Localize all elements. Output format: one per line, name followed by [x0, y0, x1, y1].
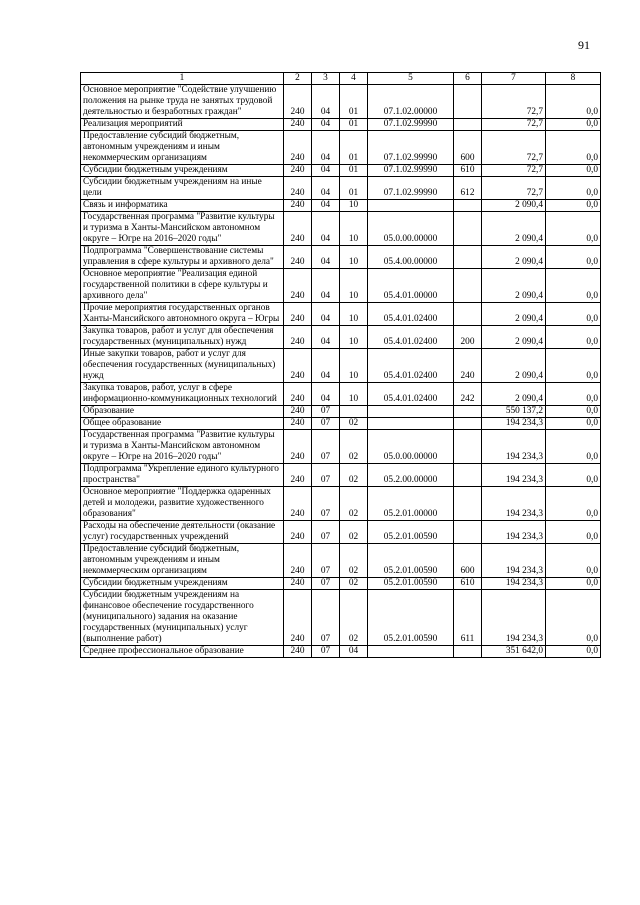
row-code-section: 04	[312, 165, 340, 177]
column-header: 5	[368, 73, 454, 85]
row-amount-2: 0,0	[546, 131, 601, 165]
row-code-target: 05.2.00.00000	[368, 464, 454, 487]
row-code-expense-type	[454, 430, 482, 464]
row-code-section: 04	[312, 269, 340, 303]
row-code-target: 05.2.01.00590	[368, 521, 454, 544]
row-code-subsection: 02	[340, 487, 368, 521]
column-header: 8	[546, 73, 601, 85]
row-code-ministry: 240	[284, 464, 312, 487]
row-code-target: 05.4.01.02400	[368, 349, 454, 383]
column-header: 7	[482, 73, 546, 85]
row-amount: 2 090,4	[482, 246, 546, 269]
row-code-expense-type	[454, 246, 482, 269]
row-amount-2: 0,0	[546, 418, 601, 430]
row-code-subsection	[340, 406, 368, 418]
row-code-target: 05.4.01.00000	[368, 269, 454, 303]
row-code-target: 07.1.02.99990	[368, 131, 454, 165]
row-code-target	[368, 200, 454, 212]
row-code-section: 04	[312, 246, 340, 269]
row-code-target: 05.4.01.02400	[368, 326, 454, 349]
row-amount-2: 0,0	[546, 119, 601, 131]
row-code-section: 04	[312, 383, 340, 406]
row-code-subsection: 10	[340, 200, 368, 212]
table-row	[81, 119, 601, 131]
table-row	[81, 383, 601, 406]
row-code-ministry: 240	[284, 85, 312, 119]
table-row	[81, 165, 601, 177]
row-amount: 72,7	[482, 119, 546, 131]
row-code-section: 04	[312, 119, 340, 131]
row-code-target	[368, 646, 454, 658]
row-code-ministry: 240	[284, 487, 312, 521]
row-code-section: 04	[312, 349, 340, 383]
row-code-ministry: 240	[284, 406, 312, 418]
row-code-target: 05.4.01.02400	[368, 383, 454, 406]
row-code-expense-type	[454, 269, 482, 303]
row-code-section: 07	[312, 578, 340, 590]
row-code-subsection: 10	[340, 212, 368, 246]
row-code-section: 04	[312, 212, 340, 246]
row-code-section: 07	[312, 590, 340, 646]
table-row	[81, 326, 601, 349]
row-code-subsection: 01	[340, 85, 368, 119]
row-amount-2: 0,0	[546, 326, 601, 349]
table-row	[81, 177, 601, 200]
row-code-expense-type: 200	[454, 326, 482, 349]
row-name: Закупка товаров, работ, услуг в сфере информационно-коммуникационных технологий	[81, 383, 284, 406]
row-amount: 72,7	[482, 165, 546, 177]
row-name: Образование	[81, 406, 284, 418]
row-name: Субсидии бюджетным учреждениям на финансовое обеспечение государственного (муниципального) задания на оказание государственных (муниципальных) услуг (выполнение работ)	[81, 590, 284, 646]
column-header: 4	[340, 73, 368, 85]
row-code-subsection: 01	[340, 177, 368, 200]
table-row	[81, 590, 601, 646]
row-code-ministry: 240	[284, 131, 312, 165]
row-code-subsection: 04	[340, 646, 368, 658]
row-amount-2: 0,0	[546, 269, 601, 303]
row-name: Предоставление субсидий бюджетным, автономным учреждениям и иным некоммерческим организациям	[81, 131, 284, 165]
table-row	[81, 578, 601, 590]
row-code-expense-type: 611	[454, 590, 482, 646]
row-code-expense-type: 610	[454, 578, 482, 590]
row-amount: 194 234,3	[482, 544, 546, 578]
row-amount: 2 090,4	[482, 200, 546, 212]
row-name: Субсидии бюджетным учреждениям	[81, 578, 284, 590]
row-amount: 194 234,3	[482, 590, 546, 646]
row-code-expense-type: 612	[454, 177, 482, 200]
table-row	[81, 131, 601, 165]
row-code-expense-type	[454, 521, 482, 544]
row-code-expense-type	[454, 119, 482, 131]
row-code-subsection: 02	[340, 430, 368, 464]
row-code-target: 05.2.01.00590	[368, 544, 454, 578]
row-code-target: 05.0.00.00000	[368, 212, 454, 246]
row-code-subsection: 01	[340, 165, 368, 177]
table-row	[81, 646, 601, 658]
row-code-expense-type	[454, 406, 482, 418]
row-amount-2: 0,0	[546, 165, 601, 177]
row-code-expense-type: 240	[454, 349, 482, 383]
row-code-expense-type	[454, 200, 482, 212]
row-amount: 72,7	[482, 85, 546, 119]
row-code-ministry: 240	[284, 246, 312, 269]
row-amount: 72,7	[482, 131, 546, 165]
row-name: Общее образование	[81, 418, 284, 430]
row-code-ministry: 240	[284, 326, 312, 349]
row-code-subsection: 10	[340, 383, 368, 406]
row-name: Государственная программа "Развитие культуры и туризма в Ханты-Мансийском автономном округе – Югре на 2016–2020 годы"	[81, 430, 284, 464]
row-code-subsection: 01	[340, 131, 368, 165]
row-amount-2: 0,0	[546, 406, 601, 418]
row-amount: 351 642,0	[482, 646, 546, 658]
row-code-target: 05.2.01.00590	[368, 578, 454, 590]
table-row	[81, 200, 601, 212]
row-code-section: 04	[312, 85, 340, 119]
row-code-ministry: 240	[284, 383, 312, 406]
row-code-expense-type	[454, 418, 482, 430]
row-code-target: 07.1.02.99990	[368, 119, 454, 131]
row-code-target: 07.1.02.99990	[368, 165, 454, 177]
budget-table	[80, 72, 601, 658]
table-row	[81, 544, 601, 578]
table-row	[81, 418, 601, 430]
row-amount-2: 0,0	[546, 303, 601, 326]
row-code-target: 05.4.01.02400	[368, 303, 454, 326]
table-row	[81, 303, 601, 326]
row-code-section: 07	[312, 418, 340, 430]
row-name: Основное мероприятие "Реализация единой государственной политики в сфере культуры и архивного дела"	[81, 269, 284, 303]
row-code-section: 04	[312, 303, 340, 326]
row-code-expense-type	[454, 464, 482, 487]
row-amount: 2 090,4	[482, 269, 546, 303]
row-name: Субсидии бюджетным учреждениям	[81, 165, 284, 177]
row-code-subsection: 02	[340, 464, 368, 487]
row-amount: 2 090,4	[482, 326, 546, 349]
row-name: Субсидии бюджетным учреждениям на иные цели	[81, 177, 284, 200]
row-code-subsection: 10	[340, 269, 368, 303]
row-code-expense-type: 600	[454, 544, 482, 578]
row-code-ministry: 240	[284, 521, 312, 544]
row-amount-2: 0,0	[546, 212, 601, 246]
row-code-section: 04	[312, 200, 340, 212]
row-code-target: 07.1.02.00000	[368, 85, 454, 119]
row-code-target: 05.2.01.00590	[368, 590, 454, 646]
row-code-ministry: 240	[284, 418, 312, 430]
row-code-subsection: 10	[340, 303, 368, 326]
row-amount: 194 234,3	[482, 418, 546, 430]
row-name: Связь и информатика	[81, 200, 284, 212]
row-name: Закупка товаров, работ и услуг для обеспечения государственных (муниципальных) нужд	[81, 326, 284, 349]
row-code-section: 07	[312, 430, 340, 464]
row-code-section: 07	[312, 646, 340, 658]
table-header-row	[81, 73, 601, 85]
row-code-subsection: 02	[340, 590, 368, 646]
row-code-ministry: 240	[284, 269, 312, 303]
row-amount: 194 234,3	[482, 464, 546, 487]
table-row	[81, 212, 601, 246]
row-code-subsection: 01	[340, 119, 368, 131]
row-name: Прочие мероприятия государственных органов Ханты-Мансийского автономного округа – Югры	[81, 303, 284, 326]
row-code-section: 07	[312, 544, 340, 578]
row-amount: 2 090,4	[482, 383, 546, 406]
row-code-ministry: 240	[284, 200, 312, 212]
row-name: Расходы на обеспечение деятельности (оказание услуг) государственных учреждений	[81, 521, 284, 544]
row-name: Иные закупки товаров, работ и услуг для обеспечения государственных (муниципальных) нужд	[81, 349, 284, 383]
row-code-target: 07.1.02.99990	[368, 177, 454, 200]
row-code-subsection: 02	[340, 521, 368, 544]
row-code-ministry: 240	[284, 430, 312, 464]
row-code-ministry: 240	[284, 349, 312, 383]
row-code-subsection: 10	[340, 349, 368, 383]
row-amount: 2 090,4	[482, 349, 546, 383]
row-code-section: 07	[312, 464, 340, 487]
row-amount-2: 0,0	[546, 521, 601, 544]
row-code-section: 07	[312, 521, 340, 544]
column-header: 3	[312, 73, 340, 85]
table-row	[81, 85, 601, 119]
row-name: Предоставление субсидий бюджетным, автономным учреждениям и иным некоммерческим организациям	[81, 544, 284, 578]
row-code-ministry: 240	[284, 177, 312, 200]
row-code-subsection: 10	[340, 326, 368, 349]
row-code-expense-type: 600	[454, 131, 482, 165]
row-code-subsection: 02	[340, 578, 368, 590]
row-amount-2: 0,0	[546, 246, 601, 269]
row-amount-2: 0,0	[546, 383, 601, 406]
row-amount-2: 0,0	[546, 464, 601, 487]
row-amount: 2 090,4	[482, 212, 546, 246]
row-code-expense-type	[454, 646, 482, 658]
row-code-ministry: 240	[284, 303, 312, 326]
row-amount-2: 0,0	[546, 544, 601, 578]
row-code-section: 04	[312, 326, 340, 349]
row-code-target: 05.4.00.00000	[368, 246, 454, 269]
row-code-section: 04	[312, 177, 340, 200]
row-code-subsection: 02	[340, 544, 368, 578]
row-code-ministry: 240	[284, 646, 312, 658]
row-code-ministry: 240	[284, 165, 312, 177]
row-code-target	[368, 406, 454, 418]
row-code-section: 04	[312, 131, 340, 165]
row-name: Подпрограмма "Укрепление единого культурного пространства"	[81, 464, 284, 487]
row-amount-2: 0,0	[546, 590, 601, 646]
row-code-target: 05.2.01.00000	[368, 487, 454, 521]
row-amount: 194 234,3	[482, 578, 546, 590]
row-amount: 72,7	[482, 177, 546, 200]
table-row	[81, 430, 601, 464]
row-amount-2: 0,0	[546, 430, 601, 464]
row-name: Основное мероприятие "Содействие улучшению положения на рынке труда не занятых трудовой деятельностью и безработных граждан"	[81, 85, 284, 119]
row-name: Реализация мероприятий	[81, 119, 284, 131]
table-row	[81, 269, 601, 303]
column-header: 1	[81, 73, 284, 85]
row-code-expense-type	[454, 303, 482, 326]
row-amount-2: 0,0	[546, 487, 601, 521]
table-row	[81, 487, 601, 521]
row-code-expense-type: 242	[454, 383, 482, 406]
table-row	[81, 406, 601, 418]
row-name: Подпрограмма "Совершенствование системы управления в сфере культуры и архивного дела"	[81, 246, 284, 269]
row-code-ministry: 240	[284, 544, 312, 578]
row-amount-2: 0,0	[546, 578, 601, 590]
column-header: 6	[454, 73, 482, 85]
row-code-ministry: 240	[284, 590, 312, 646]
page-number: 91	[578, 38, 590, 52]
row-name: Основное мероприятие "Поддержка одаренных детей и молодежи, развитие художественного образования"	[81, 487, 284, 521]
row-amount: 194 234,3	[482, 487, 546, 521]
row-amount: 194 234,3	[482, 430, 546, 464]
column-header: 2	[284, 73, 312, 85]
row-amount-2: 0,0	[546, 200, 601, 212]
row-amount-2: 0,0	[546, 349, 601, 383]
row-code-section: 07	[312, 487, 340, 521]
table-row	[81, 464, 601, 487]
row-code-target	[368, 418, 454, 430]
row-amount-2: 0,0	[546, 177, 601, 200]
table-row	[81, 521, 601, 544]
row-code-expense-type	[454, 85, 482, 119]
table-row	[81, 246, 601, 269]
row-code-expense-type: 610	[454, 165, 482, 177]
row-amount: 194 234,3	[482, 521, 546, 544]
row-code-subsection: 02	[340, 418, 368, 430]
row-code-subsection: 10	[340, 246, 368, 269]
table-row	[81, 349, 601, 383]
row-code-target: 05.0.00.00000	[368, 430, 454, 464]
row-code-ministry: 240	[284, 578, 312, 590]
row-name: Среднее профессиональное образование	[81, 646, 284, 658]
row-code-ministry: 240	[284, 119, 312, 131]
row-name: Государственная программа "Развитие культуры и туризма в Ханты-Мансийском автономном округе – Югре на 2016–2020 годы"	[81, 212, 284, 246]
row-amount-2: 0,0	[546, 646, 601, 658]
row-amount: 550 137,2	[482, 406, 546, 418]
row-code-ministry: 240	[284, 212, 312, 246]
row-code-section: 07	[312, 406, 340, 418]
row-code-expense-type	[454, 212, 482, 246]
row-amount-2: 0,0	[546, 85, 601, 119]
row-amount: 2 090,4	[482, 303, 546, 326]
row-code-expense-type	[454, 487, 482, 521]
